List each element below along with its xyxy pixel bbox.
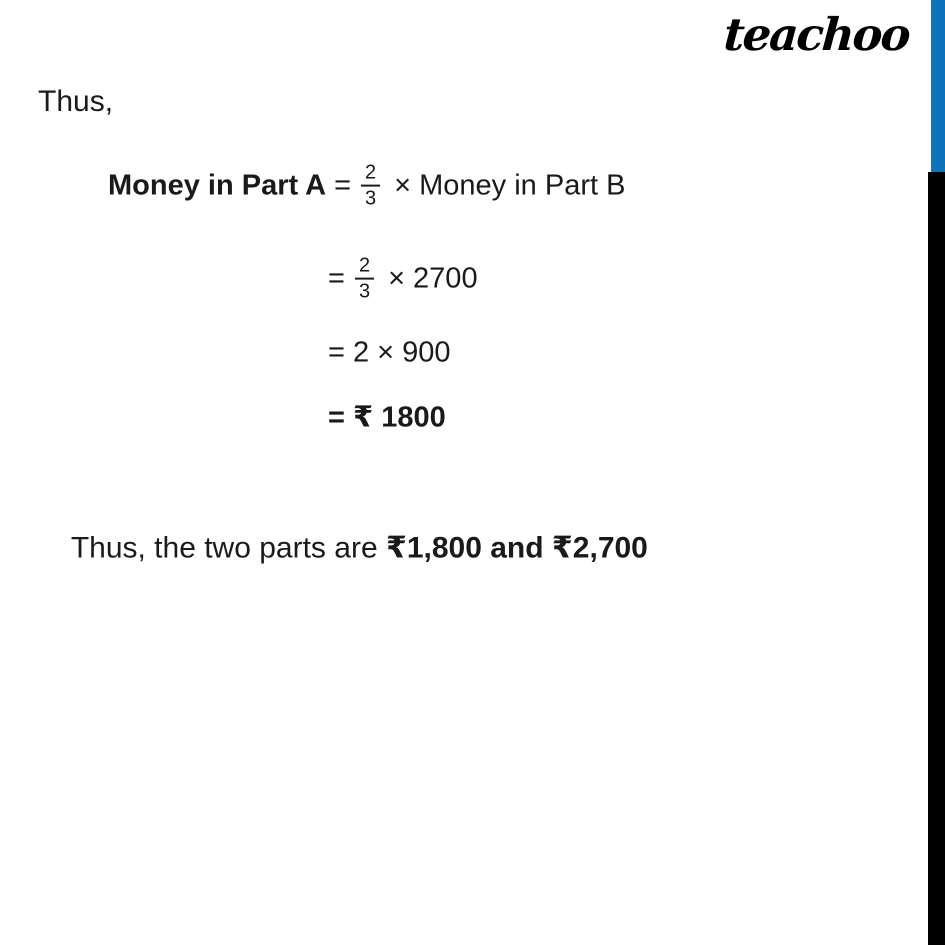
equation-line-1-label: Money in Part A — [108, 169, 327, 202]
fraction-numerator: 2 — [365, 161, 377, 184]
conclusion-text — [38, 497, 648, 600]
fraction-denominator: 3 — [355, 278, 374, 303]
equation-line-3: = 2 × 900 — [328, 336, 451, 369]
equation-line-1 — [108, 162, 625, 211]
intro-text: Thus, — [38, 85, 114, 118]
equation-line-4-result: = ₹ 1800 — [328, 401, 446, 434]
fraction-two-thirds — [355, 255, 374, 304]
right-edge-blue-bar — [931, 0, 945, 172]
fraction-numerator: 2 — [358, 254, 371, 277]
fraction-two-thirds — [361, 162, 380, 211]
equation-line-2 — [328, 255, 478, 304]
fraction-denominator: 3 — [361, 185, 380, 210]
equals-sign: = — [328, 262, 345, 295]
teachoo-logo: teachoo — [722, 8, 911, 61]
equation-line-2-tail: × 2700 — [388, 262, 478, 295]
conclusion-prefix: Thus, the two parts are — [70, 531, 386, 565]
conclusion-amounts: ₹1,800 and ₹2,700 — [385, 531, 648, 565]
equals-sign: = — [334, 169, 352, 202]
right-edge-black-bar — [928, 172, 945, 945]
equation-line-1-tail: × Money in Part B — [394, 169, 626, 202]
